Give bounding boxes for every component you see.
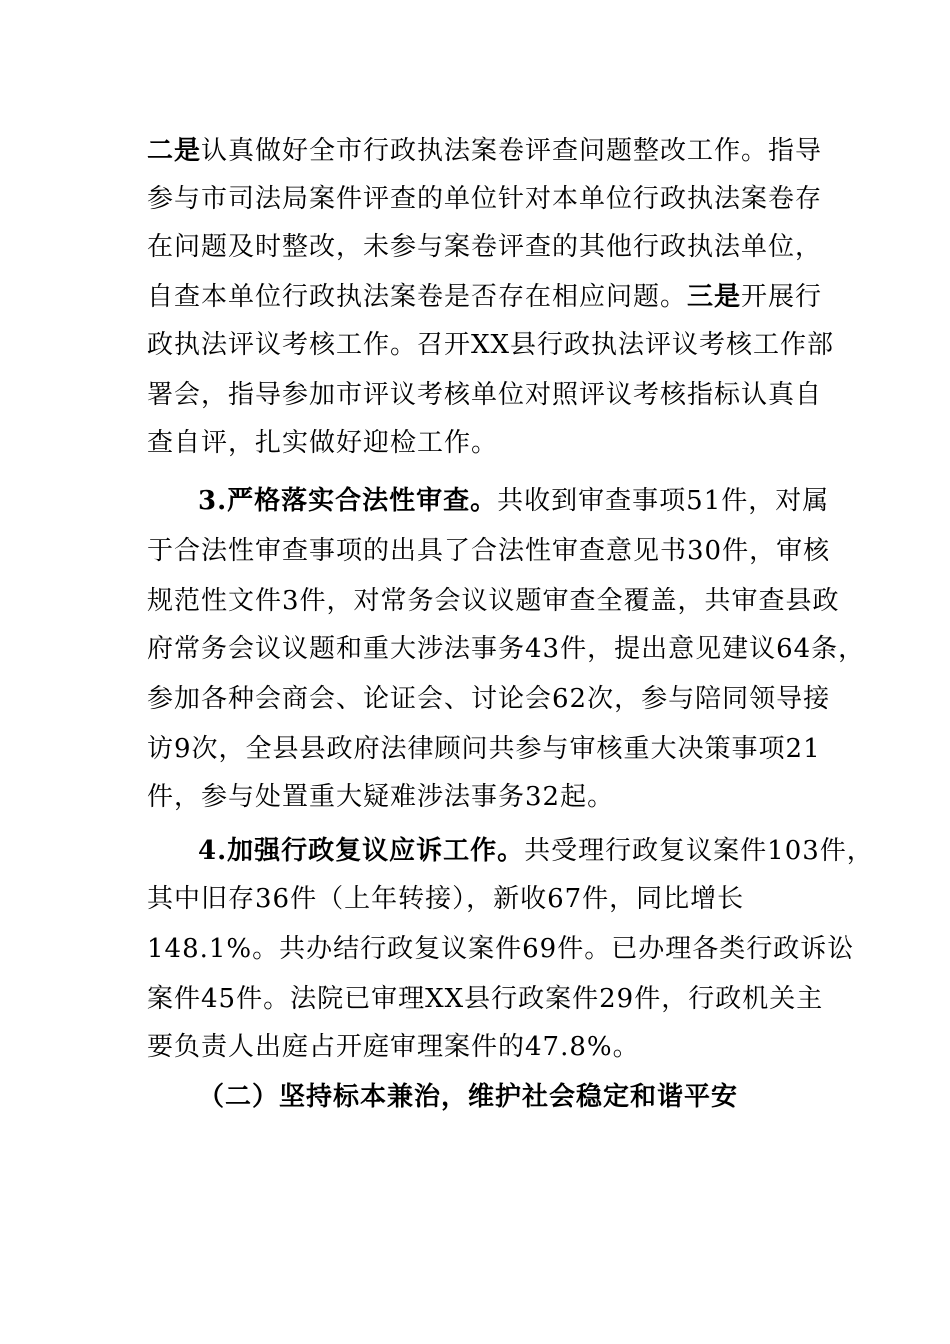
- para1-line-4: 自查本单位行政执法案卷是否存在相应问题。三是开展行: [147, 282, 823, 312]
- para1-line-2: 参与市司法局案件评查的单位针对本单位行政执法案卷存: [147, 184, 823, 214]
- para1-line-7: 查自评，扎实做好迎检工作。: [147, 428, 499, 458]
- para3-line-4: 案件45件。法院已审理XX县行政案件29件，行政机关主: [147, 984, 824, 1014]
- para2-line-5: 参加各种会商会、论证会、讨论会62次，参与陪同领导接: [147, 684, 831, 714]
- para1-line-6: 署会，指导参加市评议考核单位对照评议考核指标认真自: [147, 380, 823, 410]
- para1-line-5: 政执法评议考核工作。召开XX县行政执法评议考核工作部: [147, 330, 835, 360]
- para2-line-1: 3.严格落实合法性审查。共收到审查事项51件，对属: [198, 486, 830, 516]
- para2-line-3: 规范性文件3件，对常务会议议题审查全覆盖，共审查县政: [147, 586, 840, 616]
- para1-line-1: 二是认真做好全市行政执法案卷评查问题整改工作。指导: [147, 136, 823, 166]
- para3-line-3: 148.1%。共办结行政复议案件69件。已办理各类行政诉讼: [147, 934, 855, 964]
- para2-line-7: 件，参与处置重大疑难涉法事务32起。: [147, 782, 615, 812]
- para3-line-5: 要负责人出庭占开庭审理案件的47.8%。: [147, 1032, 640, 1062]
- para2-line-2: 于合法性审查事项的出具了合法性审查意见书30件，审核: [147, 536, 831, 566]
- para1-line-3: 在问题及时整改，未参与案卷评查的其他行政执法单位，: [147, 232, 823, 262]
- para2-line-4: 府常务会议议题和重大涉法事务43件，提出意见建议64条，: [147, 634, 866, 664]
- section-heading: （二）坚持标本兼治，维护社会稳定和谐平安: [198, 1082, 739, 1112]
- para2-line-6: 访9次，全县县政府法律顾问共参与审核重大决策事项21: [147, 734, 821, 764]
- para3-line-1: 4.加强行政复议应诉工作。共受理行政复议案件103件，: [198, 836, 874, 866]
- para3-line-2: 其中旧存36件（上年转接），新收67件，同比增长: [147, 884, 745, 914]
